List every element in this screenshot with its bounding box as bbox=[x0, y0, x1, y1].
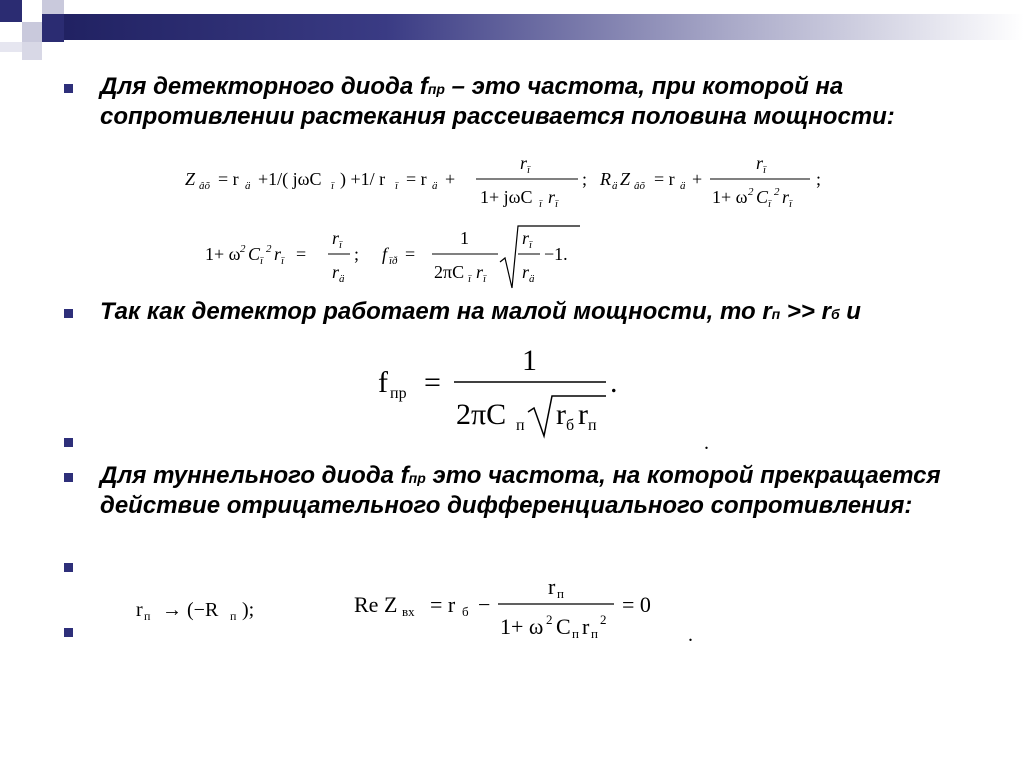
subscript: п bbox=[771, 306, 781, 322]
svg-text:Z: Z bbox=[185, 169, 196, 189]
svg-text:r: r bbox=[782, 187, 790, 207]
svg-text:r: r bbox=[332, 262, 340, 282]
svg-text:ï: ï bbox=[395, 180, 399, 192]
svg-text:r: r bbox=[578, 398, 588, 431]
svg-text:1+ ω: 1+ ω bbox=[500, 614, 544, 639]
svg-text:ä: ä bbox=[245, 180, 251, 192]
bullet-text-1 bbox=[100, 73, 1000, 131]
svg-text:r: r bbox=[756, 155, 764, 173]
svg-text:+1/( jωC: +1/( jωC bbox=[258, 169, 322, 189]
svg-text:r: r bbox=[520, 155, 528, 173]
svg-text:ï: ï bbox=[555, 198, 559, 210]
bullet-text-2 bbox=[100, 298, 980, 328]
svg-text:п: п bbox=[591, 626, 598, 641]
svg-text:âõ: âõ bbox=[634, 180, 645, 192]
svg-text:1+ ω: 1+ ω bbox=[205, 244, 241, 264]
svg-text:п: п bbox=[516, 417, 525, 434]
svg-text:r: r bbox=[522, 228, 530, 248]
svg-text:) +1/ r: ) +1/ r bbox=[340, 169, 386, 189]
bullet-marker bbox=[64, 84, 73, 93]
bullet-text-part: это частота, на которой прекращается действие отрицательного дифференциального сопротивления: bbox=[100, 462, 941, 519]
svg-text:ï: ï bbox=[281, 255, 285, 267]
svg-text:âõ: âõ bbox=[199, 180, 210, 192]
period-mark: . bbox=[704, 432, 709, 454]
svg-text:r: r bbox=[582, 614, 590, 639]
svg-text:ï: ï bbox=[527, 164, 531, 176]
svg-text:;: ; bbox=[816, 169, 822, 189]
formula-rp-limit bbox=[130, 590, 280, 630]
svg-text:2: 2 bbox=[266, 243, 272, 255]
svg-text:f: f bbox=[382, 244, 388, 264]
subscript: б bbox=[830, 306, 840, 322]
svg-text:r: r bbox=[548, 574, 556, 599]
svg-text:r: r bbox=[548, 187, 556, 207]
svg-text:вх: вх bbox=[402, 604, 415, 619]
svg-text:ä: ä bbox=[529, 273, 535, 285]
svg-text:C: C bbox=[756, 187, 769, 207]
svg-text:ä: ä bbox=[612, 180, 618, 192]
svg-text:=: = bbox=[296, 244, 307, 264]
svg-text:f: f bbox=[378, 366, 388, 399]
bullet-text-part: – это частота, при которой на сопротивлении растекания рассеивается половина мощности: bbox=[100, 73, 895, 130]
bullet-text-part: Для туннельного диода f bbox=[100, 462, 409, 489]
svg-text:п: п bbox=[572, 626, 579, 641]
svg-text:ï: ï bbox=[339, 239, 343, 251]
subscript: пр bbox=[408, 470, 426, 486]
svg-text:ï: ï bbox=[331, 180, 335, 192]
svg-text:пр: пр bbox=[390, 385, 407, 402]
bullet-text-part: Для детекторного диода f bbox=[100, 73, 428, 100]
svg-text:п: п bbox=[588, 417, 597, 434]
svg-text:+: + bbox=[445, 169, 456, 189]
bullet-text-part: Так как детектор работает на малой мощности, то r bbox=[100, 298, 772, 325]
svg-text:п: п bbox=[230, 609, 237, 623]
svg-text:Re Z: Re Z bbox=[354, 592, 398, 617]
title-decoration bbox=[0, 0, 1024, 60]
svg-text:−1.: −1. bbox=[544, 244, 568, 264]
svg-text:б: б bbox=[566, 417, 575, 434]
svg-text:;: ; bbox=[582, 169, 588, 189]
svg-text:=: = bbox=[405, 244, 416, 264]
svg-text:ï: ï bbox=[768, 198, 772, 210]
svg-text:= 0: = 0 bbox=[622, 592, 651, 617]
svg-text:ï: ï bbox=[260, 255, 264, 267]
svg-text:r: r bbox=[136, 599, 143, 621]
svg-text:.: . bbox=[610, 366, 618, 399]
svg-text:2πC: 2πC bbox=[456, 398, 507, 431]
bullet-text-part: >> r bbox=[780, 298, 831, 325]
bullet-text-3 bbox=[100, 462, 980, 520]
svg-text:R: R bbox=[600, 169, 611, 189]
svg-text:ï: ï bbox=[483, 273, 487, 285]
svg-text:C: C bbox=[556, 614, 571, 639]
svg-text:ï: ï bbox=[468, 273, 472, 285]
svg-text:2: 2 bbox=[774, 186, 780, 198]
svg-text:1+ jωC: 1+ jωC bbox=[480, 187, 533, 207]
svg-text:;: ; bbox=[354, 244, 360, 264]
period-mark: . bbox=[688, 624, 693, 646]
svg-text:2: 2 bbox=[240, 243, 246, 255]
svg-text:→ (−R: → (−R bbox=[162, 599, 219, 621]
formula-fpr bbox=[370, 340, 630, 440]
svg-text:2πC: 2πC bbox=[434, 262, 465, 282]
svg-text:r: r bbox=[476, 262, 484, 282]
bullet-marker bbox=[64, 563, 73, 572]
svg-text:2: 2 bbox=[748, 186, 754, 198]
svg-text:= r: = r bbox=[218, 169, 239, 189]
svg-text:C: C bbox=[248, 244, 261, 264]
svg-text:=: = bbox=[424, 366, 441, 399]
svg-text:ä: ä bbox=[339, 273, 345, 285]
svg-text:п: п bbox=[557, 586, 564, 601]
svg-text:);: ); bbox=[242, 599, 255, 621]
svg-text:п: п bbox=[144, 609, 151, 623]
subscript: пр bbox=[427, 81, 445, 97]
svg-text:1+ ω: 1+ ω bbox=[712, 187, 748, 207]
svg-text:ïð: ïð bbox=[389, 255, 398, 267]
svg-text:1: 1 bbox=[460, 228, 469, 248]
svg-text:ï: ï bbox=[789, 198, 793, 210]
svg-text:ï: ï bbox=[529, 239, 533, 251]
bullet-text-part: и bbox=[839, 298, 861, 325]
bullet-marker bbox=[64, 438, 73, 447]
bullet-marker bbox=[64, 628, 73, 637]
bullet-marker bbox=[64, 473, 73, 482]
svg-text:−: − bbox=[478, 592, 491, 617]
svg-text:б: б bbox=[462, 604, 469, 619]
svg-text:= r: = r bbox=[654, 169, 675, 189]
svg-text:r: r bbox=[332, 228, 340, 248]
formula-cutoff-detector bbox=[200, 222, 600, 294]
svg-text:= r: = r bbox=[430, 592, 456, 617]
svg-text:Z: Z bbox=[620, 169, 631, 189]
svg-text:r: r bbox=[274, 244, 282, 264]
svg-text:= r: = r bbox=[406, 169, 427, 189]
svg-text:r: r bbox=[522, 262, 530, 282]
svg-text:ï: ï bbox=[539, 198, 543, 210]
svg-text:ï: ï bbox=[763, 164, 767, 176]
svg-text:2: 2 bbox=[546, 612, 553, 627]
svg-text:+: + bbox=[692, 169, 703, 189]
svg-text:ä: ä bbox=[432, 180, 438, 192]
svg-text:r: r bbox=[556, 398, 566, 431]
svg-text:ä: ä bbox=[680, 180, 686, 192]
svg-text:2: 2 bbox=[600, 612, 607, 627]
formula-re-zvx bbox=[350, 572, 680, 644]
formula-impedance bbox=[180, 155, 840, 215]
bullet-marker bbox=[64, 309, 73, 318]
svg-text:1: 1 bbox=[522, 344, 537, 377]
